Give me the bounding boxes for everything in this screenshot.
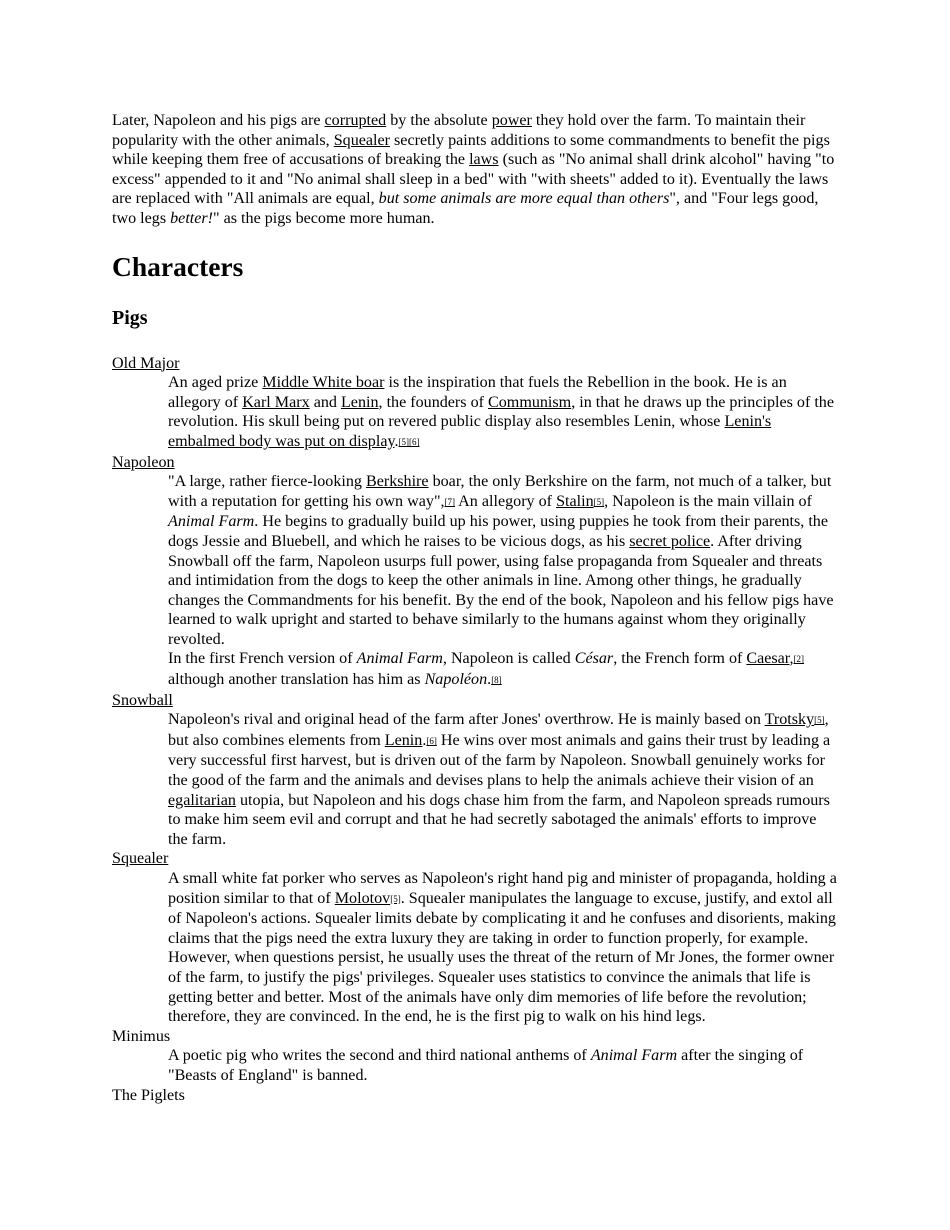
link-middle-white-boar[interactable]: Middle White boar [262, 374, 385, 392]
link-molotov[interactable]: Molotov [334, 889, 391, 907]
citation-5[interactable]: [5] [814, 715, 825, 726]
desc-napoleon: "A large, rather fierce-looking Berkshire boar, the only Berkshire on the farm, not much of a talker, but with a reputation for getting his own way",[7] An allegory of Stalin[5], Napoleon is the main villain of Animal Farm. He begins to gradually build up his power, using puppies he took from their parents, the dogs Jessie and Bluebell, and which he raises to be vicious dogs, as his secret police. After driving Snowball off the farm, Napoleon usurps full power, using false propaganda from Squealer and threats and intimidation from the dogs to keep the other animals in line. Among other things, he gradually changes the Commandments for his benefit. By the end of the book, Napoleon and his fellow pigs have learned to walk upright and started to behave similarly to the humans against whom they originally revolted. In the first French version of Animal Farm, Napoleon is called César, the French form of Caesar,[2] although another translation has him as Napoléon.[8] [168, 473, 834, 689]
term-squealer [112, 849, 839, 869]
citation-6[interactable]: [6] [426, 735, 437, 746]
term-snowball [112, 691, 839, 711]
link-power[interactable]: power [491, 112, 532, 129]
citation-8[interactable]: [8] [491, 675, 502, 686]
link-lenin[interactable]: Lenin [384, 731, 423, 749]
link-berkshire[interactable]: Berkshire [365, 473, 429, 491]
link-secret-police[interactable]: secret police [629, 532, 711, 550]
link-egalitarian[interactable]: egalitarian [168, 791, 236, 809]
link-lenin[interactable]: Lenin [340, 393, 379, 411]
term-piglets: The Piglets [112, 1086, 185, 1104]
citation-6[interactable]: [6] [409, 436, 420, 447]
heading-characters: Characters [112, 250, 244, 282]
link-snowball[interactable]: Snowball [112, 691, 173, 709]
link-communism[interactable]: Communism [488, 393, 572, 411]
link-trotsky[interactable]: Trotsky [764, 711, 815, 729]
link-corrupted[interactable]: corrupted [324, 112, 387, 129]
link-lenins-mausoleum[interactable]: Lenin's embalmed body was put on display [168, 413, 772, 450]
link-napoleon[interactable]: Napoleon [112, 453, 175, 471]
intro-paragraph: Later, Napoleon and his pigs are corrupted by the absolute power they hold over the farm. To maintain their popularity with the other animals, Squealer secretly paints additions to some commandments to benefit the pigs while keeping them free of accusations of breaking the laws (such as "No animal shall drink alcohol" having "to excess" appended to it and "No animal shall sleep in a bed" with "with sheets" added to it). Eventually the laws are replaced with "All animals are equal, but some animals are more equal than others", and "Four legs good, two legs better!" as the pigs become more human. [112, 112, 835, 227]
link-old-major[interactable]: Old Major [112, 354, 180, 372]
desc-old-major: An aged prize Middle White boar is the inspiration that fuels the Rebellion in the book. He is an allegory of Karl Marx and Lenin, the founders of Communism, in that he draws up the principles of the revolution. His skull being put on revered public display also resembles Lenin, whose Lenin's embalmed body was put on display.[5][6] [168, 374, 834, 450]
citation-7[interactable]: [7] [444, 496, 456, 507]
link-laws[interactable]: laws [469, 151, 499, 169]
citation-5[interactable]: [5] [390, 893, 401, 904]
term-minimus: Minimus [112, 1027, 171, 1045]
term-old-major [112, 354, 839, 374]
term-napoleon [112, 453, 839, 473]
link-karl-marx[interactable]: Karl Marx [242, 393, 310, 411]
link-stalin[interactable]: Stalin [556, 492, 594, 510]
link-squealer-term[interactable]: Squealer [112, 850, 169, 868]
link-squealer[interactable]: Squealer [333, 131, 391, 149]
link-caesar[interactable]: Caesar [746, 650, 790, 668]
citation-5[interactable]: [5] [593, 496, 605, 507]
citation-5[interactable]: [5] [398, 436, 409, 447]
desc-minimus: A poetic pig who writes the second and third national anthems of Animal Farm after the singing of "Beasts of England" is banned. [168, 1047, 804, 1084]
citation-2[interactable]: [2] [793, 654, 805, 665]
pigs-list [112, 354, 839, 1106]
heading-pigs: Pigs [112, 306, 148, 329]
desc-snowball: Napoleon's rival and original head of the farm after Jones' overthrow. He is mainly based on Trotsky[5], but also combines elements from Lenin.[6] He wins over most animals and gains their trust by leading a very successful first harvest, but is driven out of the farm by Napoleon. Snowball genuinely works for the good of the farm and the animals and devises plans to help the animals achieve their vision of an egalitarian utopia, but Napoleon and his dogs chase him from the farm, and Napoleon spreads rumours to make him seem evil and corrupt and that he had secretly sabotaged the animals' efforts to improve the farm. [168, 711, 831, 848]
desc-squealer: A small white fat porker who serves as Napoleon's right hand pig and minister of propaganda, holding a position similar to that of Molotov[5]. Squealer manipulates the language to excuse, justify, and extol all of Napoleon's actions. Squealer limits debate by complicating it and he confuses and disorients, making claims that the pigs need the extra luxury they are taking in order to function properly, for example. However, when questions persist, he usually uses the threat of the return of Mr Jones, the former owner of the farm, to justify the pigs' privileges. Squealer uses statistics to convince the animals that life is getting better and better. Most of the animals have only dim memories of life before the revolution; therefore, they are convinced. In the end, he is the first pig to walk on his hind legs. [168, 870, 837, 1026]
